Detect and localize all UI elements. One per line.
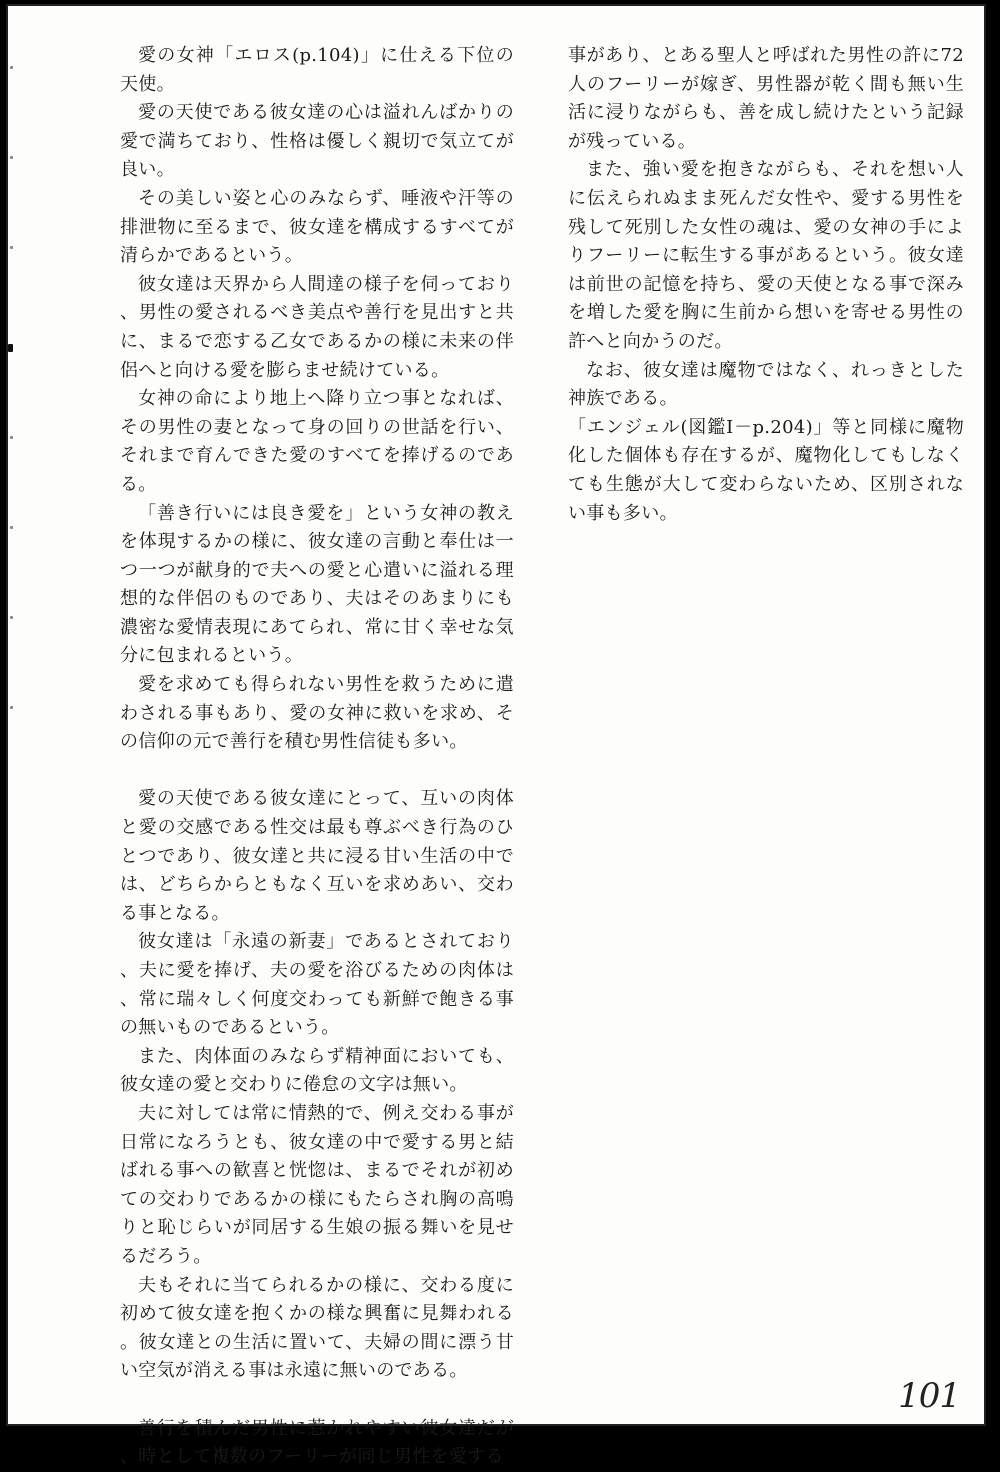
paragraph: 愛の天使である彼女達の心は溢れんばかりの愛で満ちており、性格は優しく親切で気立てが良い。 xyxy=(120,102,514,181)
edge-mark xyxy=(10,616,13,619)
paragraph: また、強い愛を抱きながらも、それを想い人に伝えられぬまま死んだ女性や、愛する男性を残して死別した女性の魂は、愛の女神の手によりフーリーに転生する事があるという。彼女達は前世の記憶を持ち、愛の天使となる事で深みを増した愛を胸に生前から想いを寄せる男性の許へと向かうのだ。 xyxy=(568,159,964,352)
paragraph: 愛を求めても得られない男性を救うために遣わされる事もあり、愛の女神に救いを求め、その信仰の元で善行を積む男性信徒も多い。 xyxy=(120,674,514,753)
paragraph-reference: 「エンジェル(図鑑Ⅰ－p.204)」等と同様に魔物化した個体も存在するが、魔物化してもしなくても生態が大して変わらないため、区別されない事も多い。 xyxy=(568,416,964,524)
paragraph: また、肉体面のみならず精神面においても、彼女達の愛と交わりに倦怠の文字は無い。 xyxy=(120,1045,514,1096)
paragraph: 「善き行いには良き愛を」という女神の教えを体現するかの様に、彼女達の言動と奉仕は一つ一つが献身的で夫への愛と心遣いに溢れる理想的な伴侶のものであり、夫はそのあまりにも濃密な愛情表現にあてられ、常に甘く幸せな気分に包まれるという。 xyxy=(120,502,514,667)
paragraph: 女神の命により地上へ降り立つ事となれば、その男性の妻となって身の回りの世話を行い、それまで育んできた愛のすべてを捧げるのである。 xyxy=(120,388,514,495)
paragraph: なお、彼女達は魔物ではなく、れっきとした神族である。 xyxy=(568,359,964,410)
edge-mark xyxy=(10,526,13,529)
paragraph: 愛の女神「エロス(p.104)」に仕える下位の天使。 xyxy=(120,45,514,95)
paragraph: 愛の天使である彼女達にとって、互いの肉体と愛の交感である性交は最も尊ぶべき行為のひとつであり、彼女達と共に浸る甘い生活の中では、どちらからともなく互いを求めあい、交わる事となる。 xyxy=(120,788,514,924)
section-gap xyxy=(120,1386,514,1415)
binding-edge-marks xyxy=(8,6,16,1424)
paragraph: 夫に対しては常に情熱的で、例え交わる事が日常になろうとも、彼女達の中で愛する男と結ばれる事への歓喜と恍惚は、まるでそれが初めての交わりであるかの様にもたらされ胸の高鳴りと恥じらいが同居する生娘の振る舞いを見せるだろう。 xyxy=(120,1102,514,1267)
right-text-column xyxy=(568,42,964,562)
paragraph: その美しい姿と心のみならず、唾液や汗等の排泄物に至るまで、彼女達を構成するすべてが清らかであるという。 xyxy=(120,187,514,267)
document-page xyxy=(6,4,986,1468)
edge-mark xyxy=(10,66,13,69)
edge-mark xyxy=(8,344,13,352)
paragraph: 彼女達は天界から人間達の様子を伺っており、男性の愛されるべき美点や善行を見出すと共に、まるで恋する乙女であるかの様に未来の伴侶へと向ける愛を膨らませ続けている。 xyxy=(120,273,514,381)
paragraph: 彼女達は「永遠の新妻」であるとされており、夫に愛を捧げ、夫の愛を浴びるための肉体は、常に瑞々しく何度交わっても新鮮で飽きる事の無いものであるという。 xyxy=(120,931,514,1039)
edge-mark xyxy=(10,706,13,709)
section-gap xyxy=(120,757,514,786)
paragraph-continued: 事があり、とある聖人と呼ばれた男性の許に72人のフーリーが嫁ぎ、男性器が乾く間も無い生活に浸りながらも、善を成し続けたという記録が残っている。 xyxy=(568,45,964,152)
left-text-column xyxy=(120,42,514,1468)
edge-mark xyxy=(10,246,13,249)
edge-mark xyxy=(10,436,13,439)
page-number: 101 xyxy=(898,1376,960,1416)
edge-mark xyxy=(10,156,13,159)
paragraph: 夫もそれに当てられるかの様に、交わる度に初めて彼女達を抱くかの様な興奮に見舞われる。彼女達との生活に置いて、夫婦の間に漂う甘い空気が消える事は永遠に無いのである。 xyxy=(120,1274,514,1382)
paragraph: 善行を積んだ男性に惹かれやすい彼女達だが、時として複数のフーリーが同じ男性を愛する xyxy=(120,1417,514,1468)
